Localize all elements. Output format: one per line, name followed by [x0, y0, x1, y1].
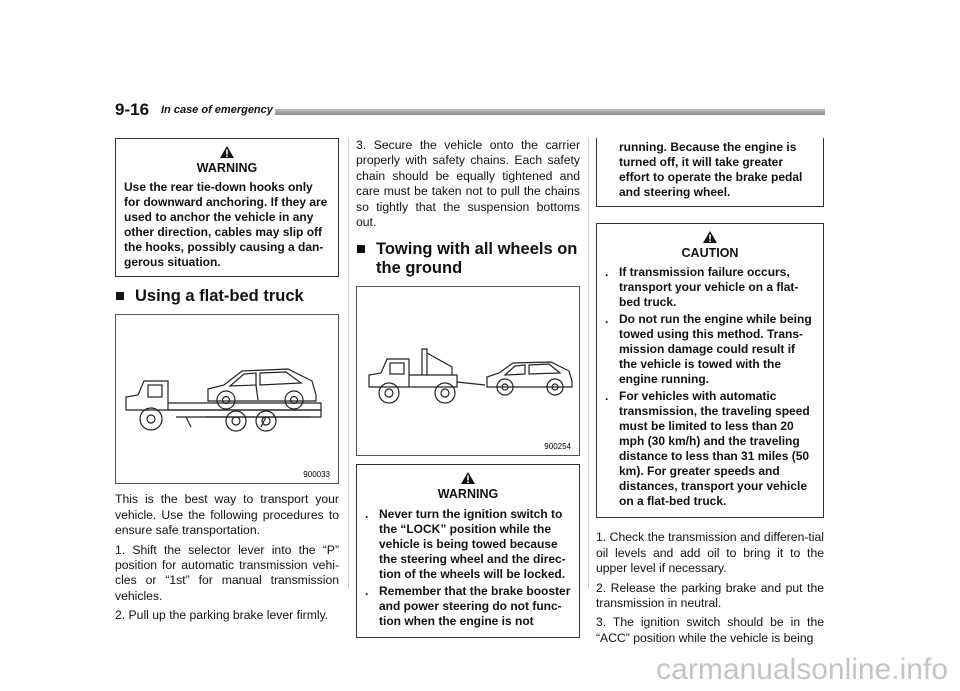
column-divider [348, 138, 349, 588]
heading-text: Using a flat-bed truck [135, 287, 304, 306]
step-1: 1. Shift the selector lever into the “P” position for automatic transmission vehi-cles or “1st” for manual transmission vehicles. [115, 542, 339, 603]
bullet-text: Never turn the ignition switch to the “LOCK” position while the vehicle is being towed because the steering wheel and the direc-tion of the wheels will be locked. [379, 506, 566, 581]
section-heading [356, 240, 580, 278]
bullet-marker: . [365, 583, 369, 598]
header-rule [275, 109, 825, 115]
heading-text: Towing with all wheels on the ground [376, 240, 578, 278]
bullet-marker: . [605, 265, 609, 280]
warning-box-continued [596, 138, 824, 207]
flatbed-truck-illustration [116, 315, 338, 483]
warning-continued-text: running. Because the engine is turned off, it will take greater effort to operate the brake pedal and steering wheel. [619, 140, 803, 199]
step-3: 3. Secure the vehicle onto the carrier properly with safety chains. Each safety chain should be equally tightened and care must be taken not to pull the chains so tightly that the suspension bottoms out. [356, 138, 580, 230]
caution-bullet [605, 389, 815, 509]
tow-truck-illustration [357, 287, 579, 455]
column-divider [588, 138, 589, 588]
step-2: 2. Release the parking brake and put the transmission in neutral. [596, 580, 824, 611]
warning-icon [219, 145, 235, 159]
warning-box [356, 464, 580, 637]
step-1: 1. Check the transmission and differen-tial oil levels and add oil to bring it to the upper level if necessary. [596, 530, 824, 576]
warning-title: WARNING [196, 161, 258, 175]
column-2 [356, 138, 580, 646]
figure-tow-truck [356, 286, 580, 456]
warning-header [365, 471, 571, 502]
warning-icon [702, 230, 718, 244]
watermark: carmanualsonline.info [656, 653, 948, 686]
warning-bullet [365, 507, 571, 582]
warning-title: WARNING [437, 487, 499, 502]
column-3 [596, 138, 824, 650]
warning-box [115, 138, 339, 277]
warning-header [124, 145, 330, 176]
caution-box [596, 223, 824, 518]
warning-bullet [365, 584, 571, 629]
heading-marker: ■ [115, 287, 125, 306]
bullet-text: If transmission failure occurs, transport your vehicle on a flat-bed truck. [619, 265, 799, 310]
bullet-marker: . [605, 389, 609, 404]
warning-text: Use the rear tie-down hooks only for downward anchoring. If they are used to anchor the vehicle in any other direction, cables may slip off the hooks, possibly causing a dan-gerous situation. [124, 180, 328, 270]
bullet-marker: . [365, 506, 369, 521]
bullet-marker: . [605, 312, 609, 327]
bullet-text: Remember that the brake booster and power steering do not func-tion when the engine is not [379, 583, 571, 628]
section-title: In case of emergency [161, 104, 273, 116]
heading-marker: ■ [356, 240, 366, 259]
warning-icon [460, 471, 476, 485]
bullet-text: Do not run the engine while being towed using this method. Trans-mission damage could result if the vehicle is towed with the engine running. [619, 312, 812, 387]
page-header [115, 100, 825, 124]
column-1 [115, 138, 339, 628]
paragraph: This is the best way to transport your vehicle. Use the following procedures to ensure safe transportation. [115, 492, 339, 538]
figure-code: 900254 [544, 442, 571, 452]
step-3: 3. The ignition switch should be in the “ACC” position while the vehicle is being [596, 615, 824, 645]
figure-code: 900033 [303, 470, 330, 480]
step-2: 2. Pull up the parking brake lever firmly. [115, 608, 329, 623]
page-number: 9-16 [115, 100, 150, 119]
section-heading [115, 287, 339, 306]
caution-bullet [605, 265, 815, 310]
figure-flatbed-truck [115, 314, 339, 484]
bullet-text: For vehicles with automatic transmission, the traveling speed must be limited to less than 20 mph (30 km/h) and the traveling distance to less than 31 miles (50 km). For greater speeds and distances, transport your vehicle on a flat-bed truck. [619, 389, 810, 509]
caution-title: CAUTION [681, 246, 739, 260]
caution-header [605, 230, 815, 261]
caution-bullet [605, 312, 815, 387]
